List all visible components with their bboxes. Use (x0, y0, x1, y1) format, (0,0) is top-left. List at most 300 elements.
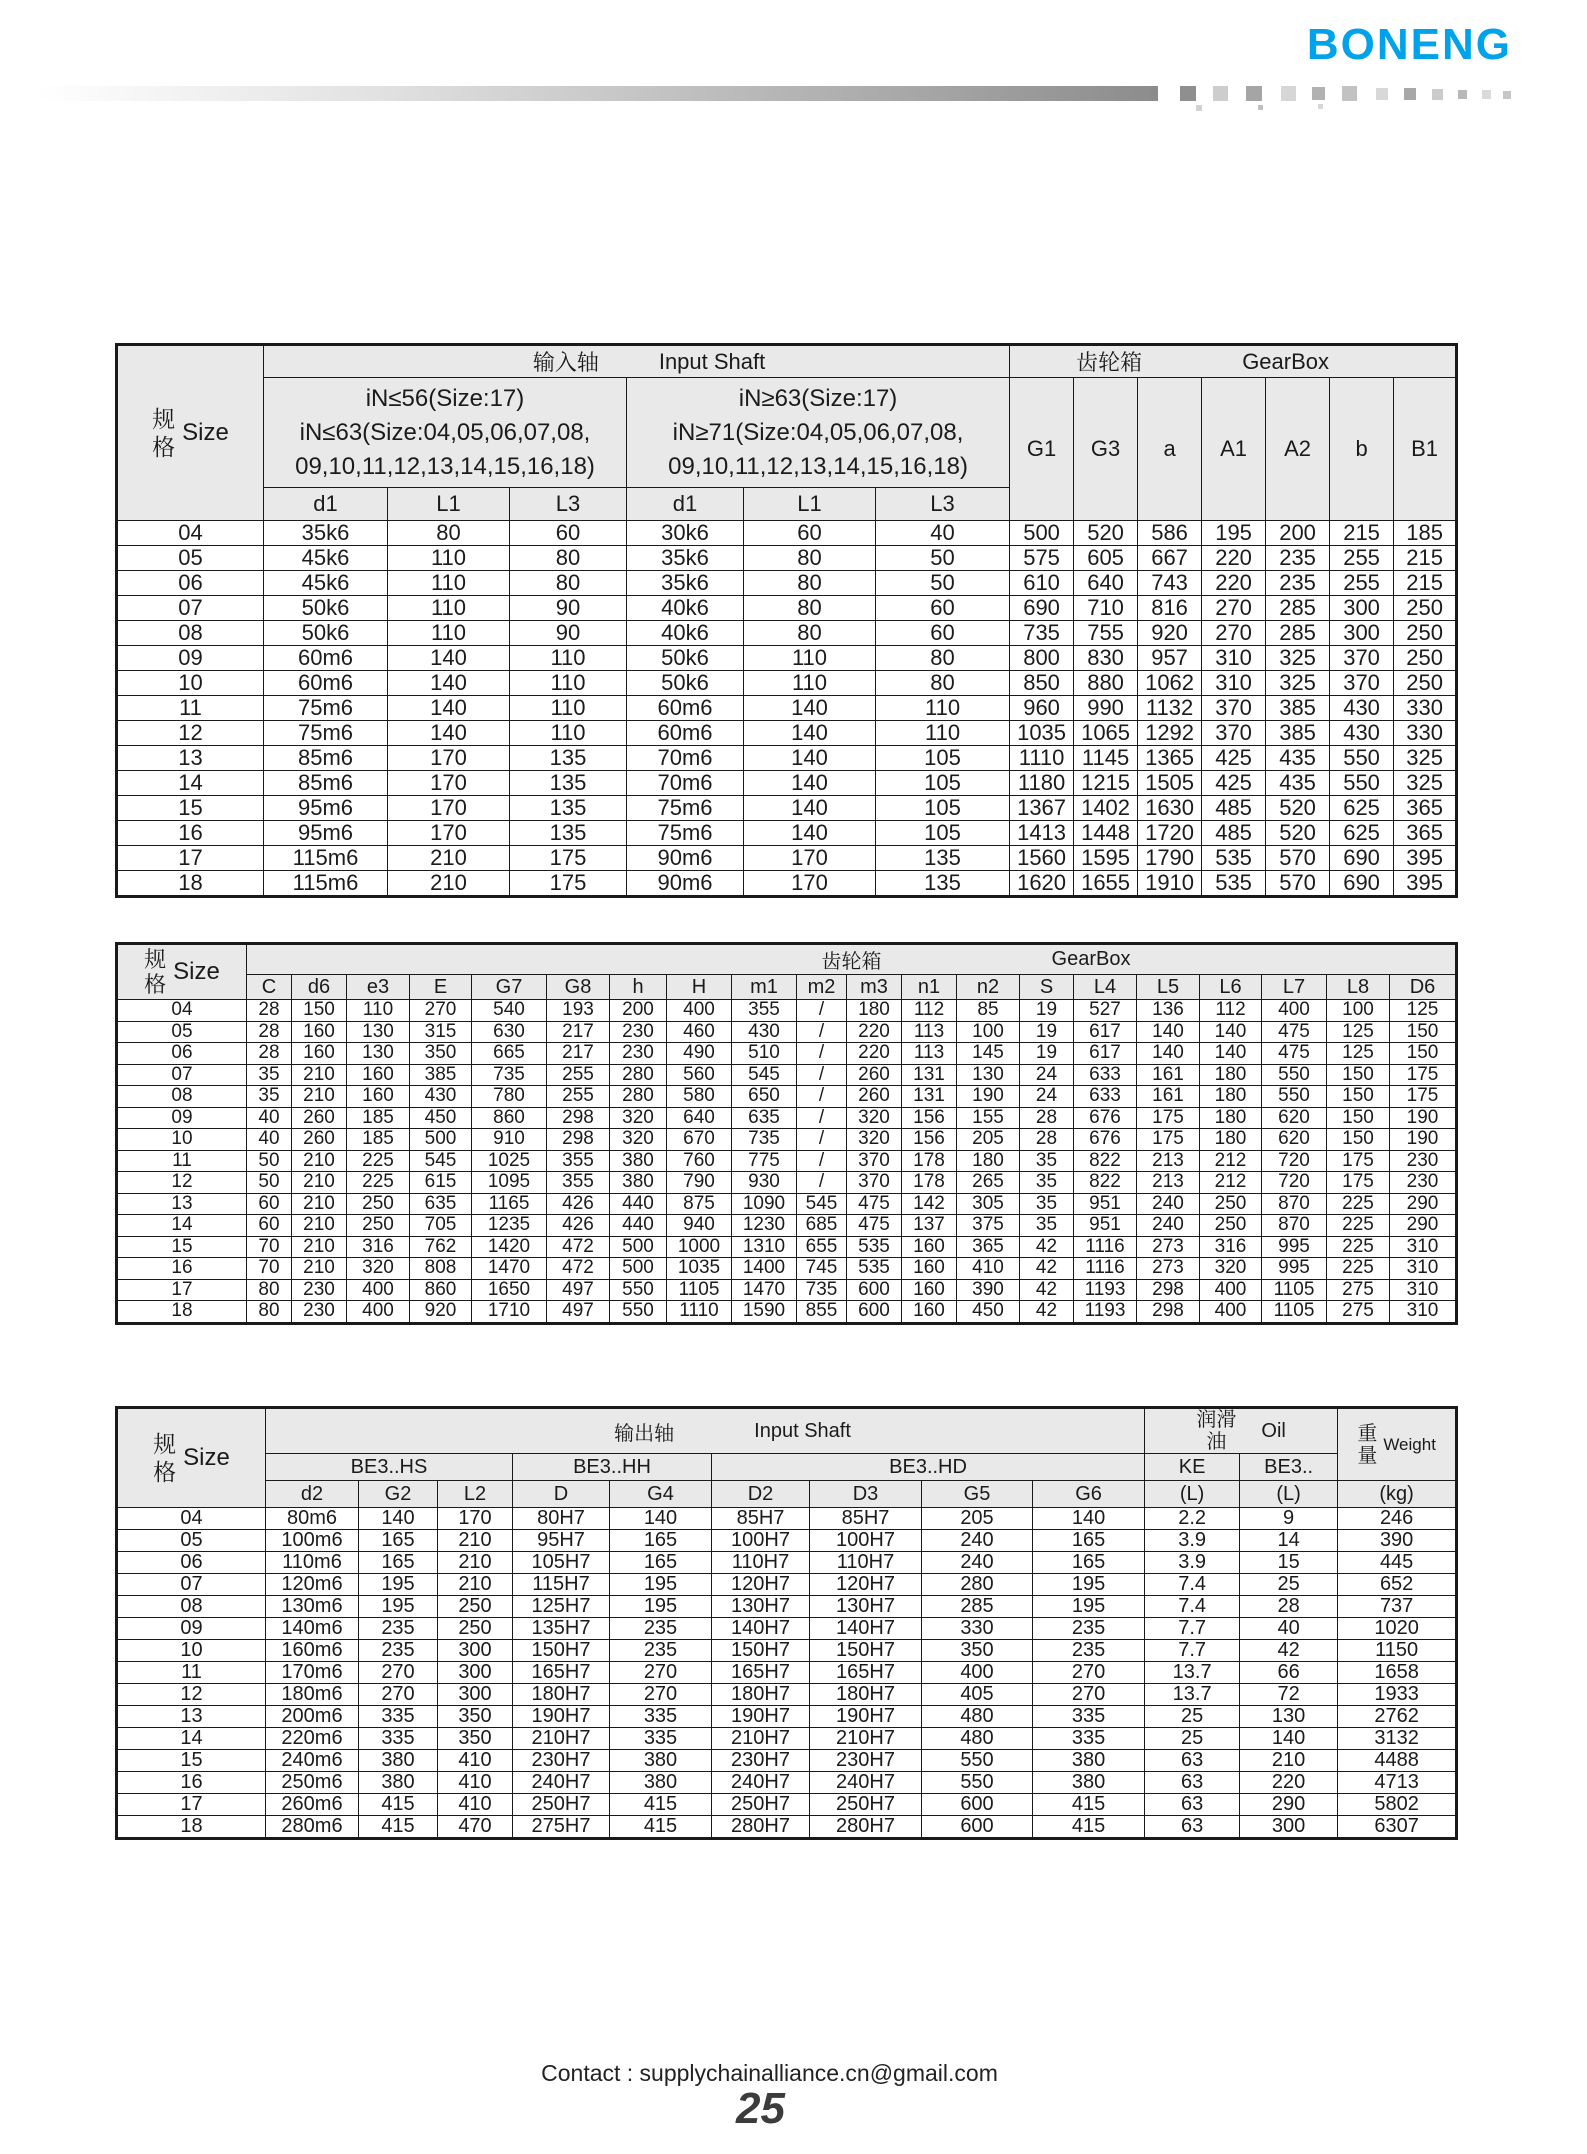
value-cell: 535 (1202, 846, 1266, 871)
value-cell: 80 (510, 546, 627, 571)
value-cell: 35k6 (627, 571, 744, 596)
value-cell: 200m6 (266, 1706, 359, 1728)
value-cell: 255 (547, 1064, 610, 1086)
value-cell: 426 (547, 1215, 610, 1237)
value-cell: 375 (957, 1215, 1020, 1237)
value-cell: 240 (922, 1530, 1033, 1552)
value-cell: 212 (1200, 1172, 1262, 1194)
value-cell: 165 (359, 1552, 438, 1574)
t2-body (117, 1000, 1457, 1324)
value-cell: 415 (610, 1794, 712, 1816)
value-cell: 130 (347, 1043, 410, 1065)
value-cell: 957 (1138, 646, 1202, 671)
t2-col-header-L6: L6 (1200, 975, 1262, 1000)
value-cell: 370 (847, 1172, 902, 1194)
value-cell: 110m6 (266, 1552, 359, 1574)
gearbox-label-en: GearBox (1051, 948, 1131, 970)
value-cell: 180 (1200, 1107, 1262, 1129)
t2-gearbox-group-header (247, 944, 1457, 975)
value-cell: 19 (1020, 1000, 1074, 1022)
value-cell: 920 (410, 1301, 472, 1324)
value-cell: 400 (667, 1000, 732, 1022)
value-cell: 190H7 (810, 1706, 922, 1728)
value-cell: 240H7 (513, 1772, 610, 1794)
t3-col-header-D2: D2 (712, 1481, 810, 1508)
value-cell: 220 (847, 1021, 902, 1043)
value-cell: 190 (1390, 1129, 1457, 1151)
value-cell: 105H7 (513, 1552, 610, 1574)
value-cell: 1165 (472, 1193, 547, 1215)
value-cell: 100H7 (712, 1530, 810, 1552)
value-cell: 60 (510, 521, 627, 546)
table-row (117, 1794, 1457, 1816)
t2-col-header-m1: m1 (732, 975, 797, 1000)
decor-square (1312, 87, 1325, 100)
value-cell: 210H7 (712, 1728, 810, 1750)
value-cell: 1095 (472, 1172, 547, 1194)
decor-square (1258, 105, 1263, 110)
value-cell: 110 (510, 671, 627, 696)
contact-line: Contact : supplychainalliance.cn@gmail.com (541, 2060, 998, 2086)
value-cell: 235 (1266, 546, 1330, 571)
value-cell: 113 (902, 1021, 957, 1043)
value-cell: 1180 (1010, 771, 1074, 796)
value-cell: 285 (922, 1596, 1033, 1618)
value-cell: 330 (1394, 721, 1457, 746)
input-shaft-label-en: Input Shaft (658, 348, 766, 374)
value-cell: 710 (1074, 596, 1138, 621)
value-cell: 40k6 (627, 596, 744, 621)
value-cell: 300 (438, 1640, 513, 1662)
value-cell: 165 (610, 1530, 712, 1552)
value-cell: 19 (1020, 1021, 1074, 1043)
value-cell: 90m6 (627, 871, 744, 897)
value-cell: 178 (902, 1150, 957, 1172)
table-row (117, 1043, 1457, 1065)
value-cell: 235 (610, 1640, 712, 1662)
value-cell: 400 (922, 1662, 1033, 1684)
value-cell: 605 (1074, 546, 1138, 571)
t2-col-header-E: E (410, 975, 472, 1000)
row-size-cell: 06 (117, 1552, 266, 1574)
value-cell: 150 (1390, 1021, 1457, 1043)
value-cell: 951 (1074, 1193, 1137, 1215)
table-row (117, 1301, 1457, 1324)
value-cell: 300 (438, 1662, 513, 1684)
value-cell: 210 (292, 1215, 347, 1237)
value-cell: 235 (1266, 571, 1330, 596)
value-cell: 110 (347, 1000, 410, 1022)
value-cell: 175 (1390, 1064, 1457, 1086)
decor-square (1458, 90, 1467, 99)
value-cell: 670 (667, 1129, 732, 1151)
value-cell: 250 (1394, 646, 1457, 671)
value-cell: 80 (744, 546, 876, 571)
value-cell: 280 (610, 1086, 667, 1108)
t1-col-header-d1: d1 (264, 488, 388, 521)
value-cell: 1310 (732, 1236, 797, 1258)
decor-square (1503, 91, 1511, 99)
value-cell: 1658 (1338, 1662, 1457, 1684)
value-cell: 213 (1137, 1172, 1200, 1194)
value-cell: 161 (1137, 1086, 1200, 1108)
value-cell: 80m6 (266, 1508, 359, 1530)
value-cell: 125H7 (513, 1596, 610, 1618)
value-cell: 1655 (1074, 871, 1138, 897)
row-size-cell: 07 (117, 596, 264, 621)
value-cell: 195 (359, 1596, 438, 1618)
value-cell: 210 (388, 871, 510, 897)
value-cell: 1933 (1338, 1684, 1457, 1706)
t1-input-shaft-group-header (264, 345, 1010, 378)
value-cell: 640 (1074, 571, 1138, 596)
value-cell: 130m6 (266, 1596, 359, 1618)
value-cell: 520 (1266, 821, 1330, 846)
value-cell: 165 (610, 1552, 712, 1574)
value-cell: 380 (1033, 1750, 1145, 1772)
value-cell: 550 (1330, 771, 1394, 796)
value-cell: 755 (1074, 621, 1138, 646)
value-cell: 500 (410, 1129, 472, 1151)
value-cell: 170 (388, 771, 510, 796)
value-cell: 230 (1390, 1150, 1457, 1172)
value-cell: 1710 (472, 1301, 547, 1324)
table-row (117, 1684, 1457, 1706)
t3-col-header-G5: G5 (922, 1481, 1033, 1508)
value-cell: 1400 (732, 1258, 797, 1280)
value-cell: 110 (388, 596, 510, 621)
value-cell: 500 (1010, 521, 1074, 546)
oil-label-cjk: 润滑 油 (1196, 1409, 1237, 1453)
value-cell: 850 (1010, 671, 1074, 696)
row-size-cell: 16 (117, 1258, 247, 1280)
value-cell: 415 (359, 1794, 438, 1816)
table-row (117, 1236, 1457, 1258)
value-cell: 570 (1266, 846, 1330, 871)
value-cell: 210 (292, 1258, 347, 1280)
value-cell: 135 (876, 846, 1010, 871)
value-cell: 60m6 (627, 696, 744, 721)
row-size-cell: 04 (117, 521, 264, 546)
value-cell: 70 (247, 1236, 292, 1258)
value-cell: 290 (1390, 1193, 1457, 1215)
value-cell: 600 (922, 1816, 1033, 1839)
value-cell: 50k6 (627, 671, 744, 696)
value-cell: 13.7 (1145, 1662, 1240, 1684)
value-cell: 775 (732, 1150, 797, 1172)
value-cell: 195 (1033, 1596, 1145, 1618)
value-cell: 140 (744, 721, 876, 746)
value-cell: 1000 (667, 1236, 732, 1258)
value-cell: 870 (1262, 1193, 1327, 1215)
brand-logo: BONENG (1306, 20, 1512, 69)
value-cell: 140 (1137, 1021, 1200, 1043)
value-cell: 160 (347, 1064, 410, 1086)
value-cell: 140 (744, 796, 876, 821)
value-cell: 240 (1137, 1215, 1200, 1237)
value-cell: 113 (902, 1043, 957, 1065)
value-cell: 310 (1390, 1258, 1457, 1280)
row-size-cell: 10 (117, 1640, 266, 1662)
value-cell: 150 (1327, 1129, 1390, 1151)
table-row (117, 1706, 1457, 1728)
value-cell: 140H7 (810, 1618, 922, 1640)
value-cell: 1105 (667, 1279, 732, 1301)
value-cell: 450 (957, 1301, 1020, 1324)
value-cell: 280H7 (810, 1816, 922, 1839)
t3-col-header-G6: G6 (1033, 1481, 1145, 1508)
value-cell: 150 (1327, 1064, 1390, 1086)
table-row (117, 1150, 1457, 1172)
value-cell: 325 (1394, 771, 1457, 796)
value-cell: 4713 (1338, 1772, 1457, 1794)
value-cell: 35 (1020, 1215, 1074, 1237)
value-cell: 1402 (1074, 796, 1138, 821)
value-cell: 1193 (1074, 1279, 1137, 1301)
value-cell: 335 (1033, 1728, 1145, 1750)
t3-col-header-G4: G4 (610, 1481, 712, 1508)
value-cell: 280m6 (266, 1816, 359, 1839)
value-cell: 80 (744, 571, 876, 596)
value-cell: 545 (410, 1150, 472, 1172)
value-cell: / (797, 1150, 847, 1172)
value-cell: 426 (547, 1193, 610, 1215)
value-cell: 9 (1240, 1508, 1338, 1530)
value-cell: 210 (388, 846, 510, 871)
value-cell: 140 (1137, 1043, 1200, 1065)
value-cell: 995 (1262, 1258, 1327, 1280)
row-size-cell: 06 (117, 571, 264, 596)
value-cell: 255 (547, 1086, 610, 1108)
value-cell: 365 (1394, 821, 1457, 846)
value-cell: 270 (610, 1662, 712, 1684)
value-cell: 246 (1338, 1508, 1457, 1530)
value-cell: 24 (1020, 1064, 1074, 1086)
value-cell: 140 (1033, 1508, 1145, 1530)
t2-col-header-L7: L7 (1262, 975, 1327, 1000)
value-cell: 330 (1394, 696, 1457, 721)
value-cell: 365 (957, 1236, 1020, 1258)
value-cell: 635 (732, 1107, 797, 1129)
table-row (117, 1508, 1457, 1530)
value-cell: 150H7 (810, 1640, 922, 1662)
value-cell: 550 (610, 1301, 667, 1324)
value-cell: 131 (902, 1064, 957, 1086)
row-size-cell: 18 (117, 1816, 266, 1839)
value-cell: 35 (1020, 1172, 1074, 1194)
t2-col-header-G8: G8 (547, 975, 610, 1000)
value-cell: 570 (1266, 871, 1330, 897)
value-cell: 140 (744, 771, 876, 796)
value-cell: 310 (1390, 1279, 1457, 1301)
value-cell: 350 (438, 1706, 513, 1728)
value-cell: 210 (292, 1086, 347, 1108)
value-cell: 180m6 (266, 1684, 359, 1706)
value-cell: 1062 (1138, 671, 1202, 696)
value-cell: 320 (610, 1129, 667, 1151)
value-cell: 676 (1074, 1107, 1137, 1129)
value-cell: 370 (847, 1150, 902, 1172)
value-cell: 425 (1202, 746, 1266, 771)
value-cell: 220 (847, 1043, 902, 1065)
t2-col-header-L8: L8 (1327, 975, 1390, 1000)
value-cell: 260 (847, 1086, 902, 1108)
value-cell: 100H7 (810, 1530, 922, 1552)
value-cell: 380 (610, 1772, 712, 1794)
value-cell: 230 (292, 1301, 347, 1324)
value-cell: 63 (1145, 1750, 1240, 1772)
value-cell: 175 (1137, 1107, 1200, 1129)
value-cell: 160 (902, 1258, 957, 1280)
value-cell: 250 (347, 1193, 410, 1215)
value-cell: 175 (510, 846, 627, 871)
row-size-cell: 05 (117, 546, 264, 571)
size-label-en: Size (183, 1444, 230, 1471)
table-row (117, 1000, 1457, 1022)
value-cell: 235 (1033, 1618, 1145, 1640)
t2-col-header-G7: G7 (472, 975, 547, 1000)
value-cell: 586 (1138, 521, 1202, 546)
value-cell: 120H7 (712, 1574, 810, 1596)
value-cell: 440 (610, 1193, 667, 1215)
value-cell: 855 (797, 1301, 847, 1324)
value-cell: 275 (1327, 1301, 1390, 1324)
value-cell: 325 (1266, 646, 1330, 671)
value-cell: 475 (1262, 1043, 1327, 1065)
value-cell: 210H7 (810, 1728, 922, 1750)
table-row (117, 1662, 1457, 1684)
value-cell: 250 (1394, 596, 1457, 621)
value-cell: 395 (1394, 871, 1457, 897)
value-cell: 7.7 (1145, 1640, 1240, 1662)
value-cell: 1145 (1074, 746, 1138, 771)
value-cell: 808 (410, 1258, 472, 1280)
value-cell: 215 (1394, 571, 1457, 596)
table-row (117, 871, 1457, 897)
value-cell: 165 (1033, 1552, 1145, 1574)
value-cell: 760 (667, 1150, 732, 1172)
value-cell: 940 (667, 1215, 732, 1237)
value-cell: 140H7 (712, 1618, 810, 1640)
value-cell: 780 (472, 1086, 547, 1108)
value-cell: 140m6 (266, 1618, 359, 1640)
t3-col-header-L2: L2 (438, 1481, 513, 1508)
value-cell: 150 (1327, 1086, 1390, 1108)
row-size-cell: 11 (117, 696, 264, 721)
t3-size-header (117, 1408, 266, 1508)
value-cell: 35 (247, 1086, 292, 1108)
value-cell: 633 (1074, 1086, 1137, 1108)
value-cell: 217 (547, 1021, 610, 1043)
t2-col-header-m2: m2 (797, 975, 847, 1000)
row-size-cell: 09 (117, 1618, 266, 1640)
value-cell: 195 (359, 1574, 438, 1596)
value-cell: 1035 (667, 1258, 732, 1280)
value-cell: 1595 (1074, 846, 1138, 871)
value-cell: 280 (922, 1574, 1033, 1596)
value-cell: 510 (732, 1043, 797, 1065)
value-cell: 470 (438, 1816, 513, 1839)
table-row (117, 1552, 1457, 1574)
value-cell: 550 (1262, 1064, 1327, 1086)
value-cell: 472 (547, 1258, 610, 1280)
value-cell: 110 (388, 621, 510, 646)
row-size-cell: 13 (117, 1706, 266, 1728)
value-cell: 1505 (1138, 771, 1202, 796)
value-cell: 85H7 (810, 1508, 922, 1530)
row-size-cell: 15 (117, 1750, 266, 1772)
value-cell: 140 (610, 1508, 712, 1530)
value-cell: 235 (359, 1618, 438, 1640)
value-cell: 1420 (472, 1236, 547, 1258)
value-cell: 285 (1266, 596, 1330, 621)
value-cell: 50k6 (627, 646, 744, 671)
value-cell: 4488 (1338, 1750, 1457, 1772)
value-cell: 650 (732, 1086, 797, 1108)
value-cell: 110 (876, 721, 1010, 746)
value-cell: 415 (359, 1816, 438, 1839)
value-cell: 175 (1137, 1129, 1200, 1151)
t3-sub-header-BE3HH: BE3..HH (513, 1454, 712, 1481)
weight-label-cjk: 重 量 (1357, 1422, 1378, 1467)
value-cell: 550 (922, 1772, 1033, 1794)
value-cell: 80 (876, 671, 1010, 696)
value-cell: 217 (547, 1043, 610, 1065)
table-row (117, 1193, 1457, 1215)
value-cell: 335 (610, 1728, 712, 1750)
value-cell: 193 (547, 1000, 610, 1022)
t3-body (117, 1508, 1457, 1839)
value-cell: 130H7 (712, 1596, 810, 1618)
value-cell: 25 (1145, 1706, 1240, 1728)
value-cell: 652 (1338, 1574, 1457, 1596)
table-row (117, 1728, 1457, 1750)
value-cell: 430 (732, 1021, 797, 1043)
value-cell: 165 (1033, 1530, 1145, 1552)
value-cell: 400 (1200, 1279, 1262, 1301)
value-cell: 28 (247, 1043, 292, 1065)
value-cell: 30k6 (627, 521, 744, 546)
value-cell: 170 (388, 746, 510, 771)
value-cell: 190H7 (513, 1706, 610, 1728)
value-cell: 300 (1330, 621, 1394, 646)
value-cell: 560 (667, 1064, 732, 1086)
value-cell: 1105 (1262, 1279, 1327, 1301)
t2-col-header-e3: e3 (347, 975, 410, 1000)
value-cell: 300 (1240, 1816, 1338, 1839)
value-cell: 210 (438, 1530, 513, 1552)
value-cell: 273 (1137, 1236, 1200, 1258)
value-cell: 280H7 (712, 1816, 810, 1839)
value-cell: 25 (1240, 1574, 1338, 1596)
value-cell: 745 (797, 1258, 847, 1280)
value-cell: 620 (1262, 1107, 1327, 1129)
t2-col-header-m3: m3 (847, 975, 902, 1000)
value-cell: / (797, 1064, 847, 1086)
gearbox-label-cjk: 齿轮箱 (821, 951, 882, 973)
value-cell: 405 (922, 1684, 1033, 1706)
t3-col-header-BE3-L: (L) (1240, 1481, 1338, 1508)
value-cell: 63 (1145, 1772, 1240, 1794)
value-cell: 380 (359, 1750, 438, 1772)
decor-square (1432, 89, 1443, 100)
value-cell: 110 (510, 646, 627, 671)
value-cell: 215 (1330, 521, 1394, 546)
value-cell: 310 (1202, 671, 1266, 696)
value-cell: 42 (1240, 1640, 1338, 1662)
value-cell: 355 (547, 1172, 610, 1194)
value-cell: 85m6 (264, 746, 388, 771)
